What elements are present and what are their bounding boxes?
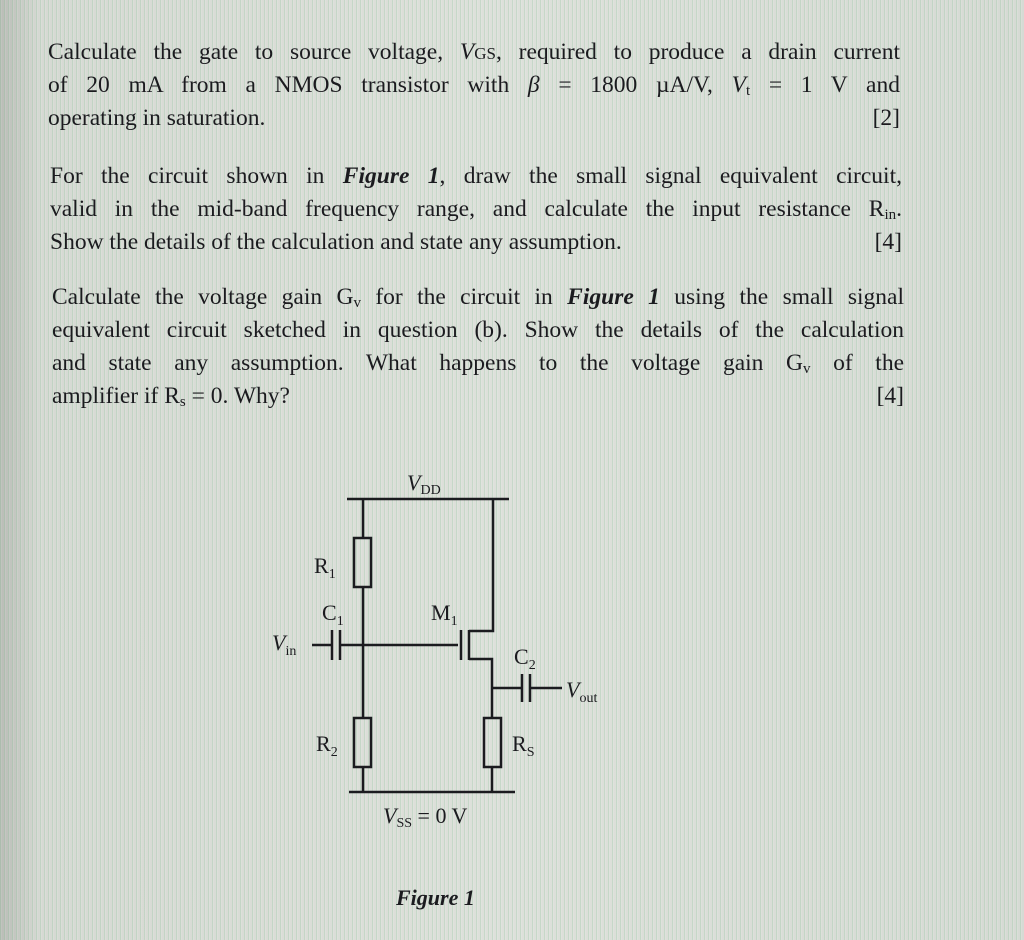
text: , draw the small signal equivalent circuit, [439, 163, 902, 189]
resistor-rs [484, 718, 501, 767]
text: Calculate the gate to source voltage, [48, 39, 460, 65]
text: . [896, 196, 902, 222]
figure-caption: Figure 1 [396, 885, 475, 910]
vss-label: VSS = 0 V [383, 803, 468, 831]
drain-wire [469, 499, 493, 631]
figure-reference: Figure 1 [342, 163, 440, 189]
text: and state any assumption. What happens to the voltage gain G [52, 350, 803, 376]
rs-subscript: s [179, 394, 186, 410]
text: of the [810, 350, 904, 376]
vt-symbol: V [731, 72, 746, 98]
text: , required to produce a drain current [495, 39, 900, 65]
m1-label: $M_1$ [431, 600, 458, 629]
text: = 1 V and [750, 72, 900, 98]
vgs-subscript: GS [474, 44, 496, 63]
resistor-r2 [354, 718, 371, 767]
c1-label: $C_1$ [322, 600, 344, 629]
text: For the circuit shown in [50, 163, 343, 189]
text: operating in saturation. [48, 105, 266, 131]
resistor-r1 [354, 538, 371, 587]
text: for the circuit in [360, 284, 568, 310]
marks: [4] [874, 229, 902, 255]
text: using the small signal [659, 284, 904, 310]
rs-label: $R_S$ [512, 731, 535, 760]
text: Show the details of the calculation and state any assumption. [50, 229, 622, 255]
c2-label: $C_2$ [514, 644, 536, 673]
marks: [4] [876, 383, 904, 409]
text: of 20 mA from a NMOS transistor with [48, 72, 528, 98]
vdd-label: VDD [407, 470, 441, 498]
r1-label: $R_1$ [314, 553, 336, 582]
text: Calculate the voltage gain G [52, 284, 354, 310]
r2-label: $R_2$ [316, 731, 338, 760]
beta-symbol: β [527, 72, 540, 98]
vout-label: $V_{out}$ [566, 677, 598, 706]
vgs-symbol: V [459, 39, 475, 65]
marks: [2] [872, 105, 900, 131]
gv-subscript: v [803, 361, 811, 377]
text: valid in the mid-band frequency range, and calculate the input resistance R [50, 196, 885, 222]
figure-reference: Figure 1 [567, 284, 660, 310]
vin-label: $V_{in}$ [272, 630, 297, 659]
text: = 1800 µA/V, [539, 72, 732, 98]
text: equivalent circuit sketched in question (b). Show the details of the calculation [52, 317, 904, 343]
source-wire [469, 659, 492, 718]
rin-subscript: in [884, 207, 897, 223]
vt-subscript: t [745, 83, 751, 99]
text: = 0. Why? [185, 383, 290, 409]
text: amplifier if R [52, 383, 180, 409]
gv-subscript: v [353, 295, 361, 311]
